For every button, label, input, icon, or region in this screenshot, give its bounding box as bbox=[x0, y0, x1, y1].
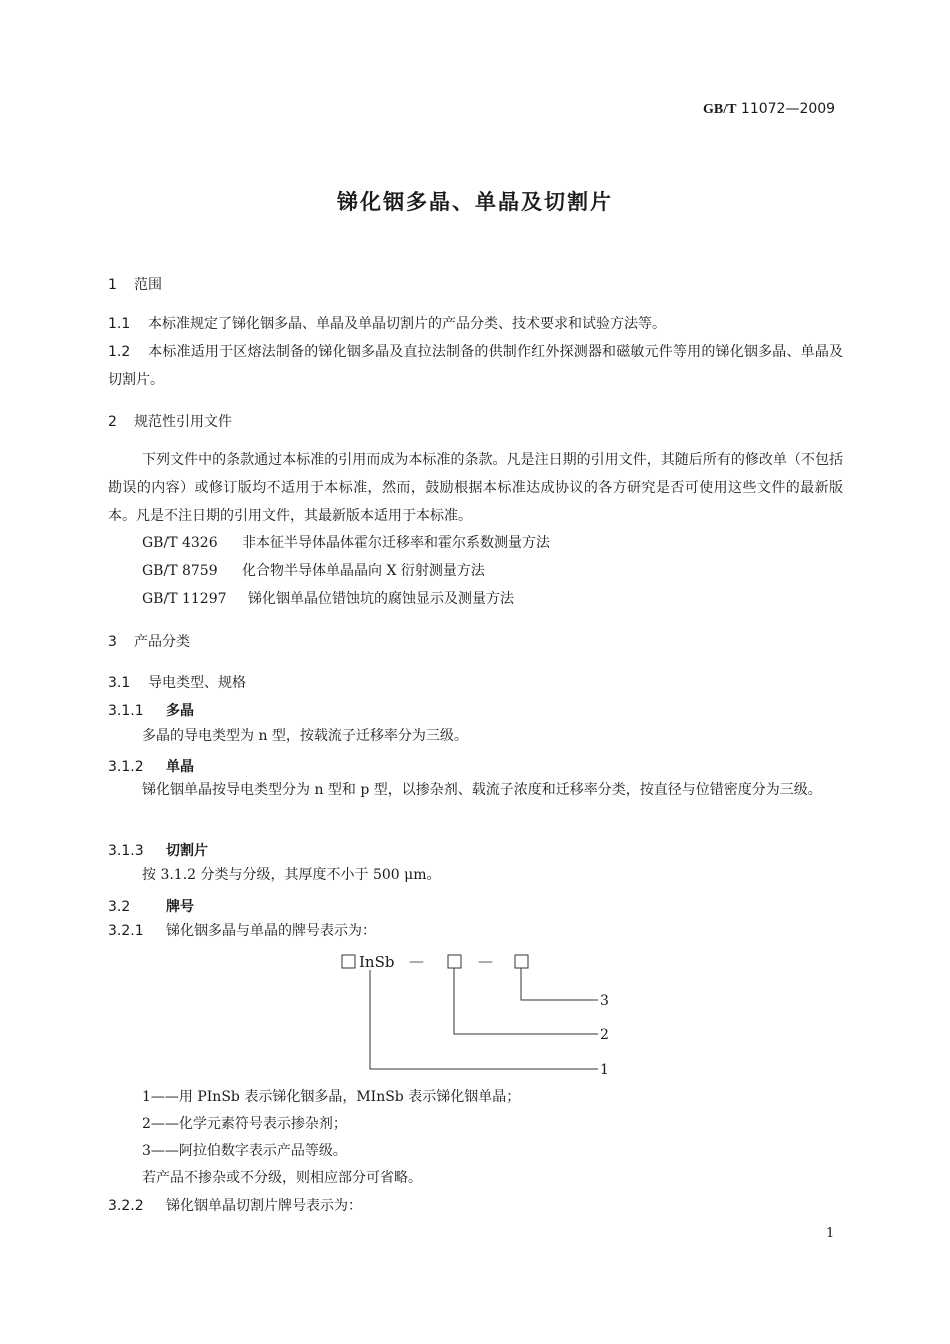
clause-3-1-heading bbox=[108, 672, 246, 692]
clause-3-2-2 bbox=[108, 1192, 362, 1220]
section-2-heading bbox=[108, 411, 232, 431]
section-number: 2 bbox=[108, 414, 117, 430]
clause-3-1-1-text: 多晶的导电类型为 n 型，按载流子迁移率分为三级。 bbox=[142, 728, 468, 744]
reference-1 bbox=[142, 529, 550, 557]
clause-number: 1.2 bbox=[108, 344, 131, 360]
section-2-paragraph: 下列文件中的条款通过本标准的引用而成为本标准的条款。凡是注日期的引用文件，其随后所有的修改单（不包括勘误的内容）或修订版均不适用于本标准，然而，鼓励根据本标准达成协议的各方研究是否可使用这些文件的最新版本。凡是不注日期的引用文件，其最新版本适用于本标准。 bbox=[108, 452, 843, 524]
section-number: 1 bbox=[108, 277, 117, 293]
clause-3-1-1-heading bbox=[108, 700, 194, 720]
diagram-dash-1: — bbox=[409, 952, 424, 970]
section-3-heading bbox=[108, 631, 190, 651]
section-title: 范围 bbox=[134, 277, 162, 293]
clause-number: 3.2.2 bbox=[108, 1198, 144, 1214]
clause-1-1 bbox=[108, 310, 843, 338]
clause-number: 3.2 bbox=[108, 899, 131, 915]
note-2: 2——化学元素符号表示掺杂剂； bbox=[142, 1116, 347, 1132]
grade-box bbox=[515, 955, 528, 968]
reference-title: 化合物半导体单晶晶向 X 衍射测量方法 bbox=[242, 563, 485, 579]
clause-number: 3.1.1 bbox=[108, 703, 144, 719]
clause-3-1-2-text: 锑化铟单晶按导电类型分为 n 型和 p 型，以掺杂剂、载流子浓度和迁移率分类，按直径与位错密度分为三级。 bbox=[142, 782, 822, 798]
clause-number: 3.1.2 bbox=[108, 759, 144, 775]
designation-diagram bbox=[330, 948, 630, 1082]
clause-title: 牌号 bbox=[166, 899, 194, 915]
label-3: 3 bbox=[600, 993, 609, 1009]
label-1: 1 bbox=[600, 1062, 609, 1078]
clause-1-2 bbox=[108, 338, 843, 394]
note-1: 1——用 PInSb 表示锑化铟多晶，MInSb 表示锑化铟单晶； bbox=[142, 1089, 521, 1105]
clause-3-2-1 bbox=[108, 917, 376, 945]
clause-title: 切割片 bbox=[166, 843, 208, 859]
clause-number: 1.1 bbox=[108, 316, 131, 332]
section-1-heading bbox=[108, 274, 162, 294]
reference-code: GB/T 8759 bbox=[142, 563, 218, 579]
diagram-dash-2: — bbox=[478, 952, 493, 970]
clause-text: 本标准规定了锑化铟多晶、单晶及单晶切割片的产品分类、技术要求和试验方法等。 bbox=[148, 316, 666, 332]
page-title: 锑化铟多晶、单晶及切割片 bbox=[337, 190, 613, 214]
standard-number: 11072—2009 bbox=[740, 101, 836, 117]
omit-note: 若产品不掺杂或不分级，则相应部分可省略。 bbox=[142, 1170, 422, 1186]
reference-title: 锑化铟单晶位错蚀坑的腐蚀显示及测量方法 bbox=[248, 591, 514, 607]
clause-title: 导电类型、规格 bbox=[148, 675, 246, 691]
label-2: 2 bbox=[600, 1027, 609, 1043]
prefix-box bbox=[342, 955, 355, 968]
standard-code bbox=[703, 101, 835, 118]
dopant-box bbox=[448, 955, 461, 968]
reference-code: GB/T 4326 bbox=[142, 535, 218, 551]
reference-3 bbox=[142, 585, 514, 613]
page-number: 1 bbox=[826, 1226, 835, 1241]
standard-prefix: GB/T bbox=[703, 102, 737, 117]
reference-2 bbox=[142, 557, 485, 585]
reference-title: 非本征半导体晶体霍尔迁移率和霍尔系数测量方法 bbox=[242, 535, 550, 551]
note-3: 3——阿拉伯数字表示产品等级。 bbox=[142, 1143, 347, 1159]
clause-3-2-heading bbox=[108, 896, 194, 916]
clause-number: 3.2.1 bbox=[108, 923, 144, 939]
clause-text: 锑化铟多晶与单晶的牌号表示为： bbox=[166, 923, 376, 939]
clause-number: 3.1.3 bbox=[108, 843, 144, 859]
clause-3-1-3-heading bbox=[108, 840, 208, 860]
section-title: 产品分类 bbox=[134, 634, 190, 650]
clause-number: 3.1 bbox=[108, 675, 131, 691]
clause-text: 锑化铟单晶切割片牌号表示为： bbox=[166, 1198, 362, 1214]
diagram-prefix: InSb bbox=[359, 953, 395, 971]
leader-line-3 bbox=[521, 968, 598, 1000]
reference-code: GB/T 11297 bbox=[142, 591, 227, 607]
clause-text: 本标准适用于区熔法制备的锑化铟多晶及直拉法制备的供制作红外探测器和磁敏元件等用的锑化铟多晶、单晶及切割片。 bbox=[108, 344, 843, 388]
section-title: 规范性引用文件 bbox=[134, 414, 232, 430]
section-number: 3 bbox=[108, 634, 117, 650]
leader-line-1 bbox=[370, 970, 598, 1069]
leader-line-2 bbox=[454, 968, 598, 1034]
clause-3-1-2-heading bbox=[108, 756, 194, 776]
clause-3-1-3-text: 按 3.1.2 分类与分级，其厚度不小于 500 μm。 bbox=[142, 867, 441, 883]
clause-title: 单晶 bbox=[166, 759, 194, 775]
clause-title: 多晶 bbox=[166, 703, 194, 719]
